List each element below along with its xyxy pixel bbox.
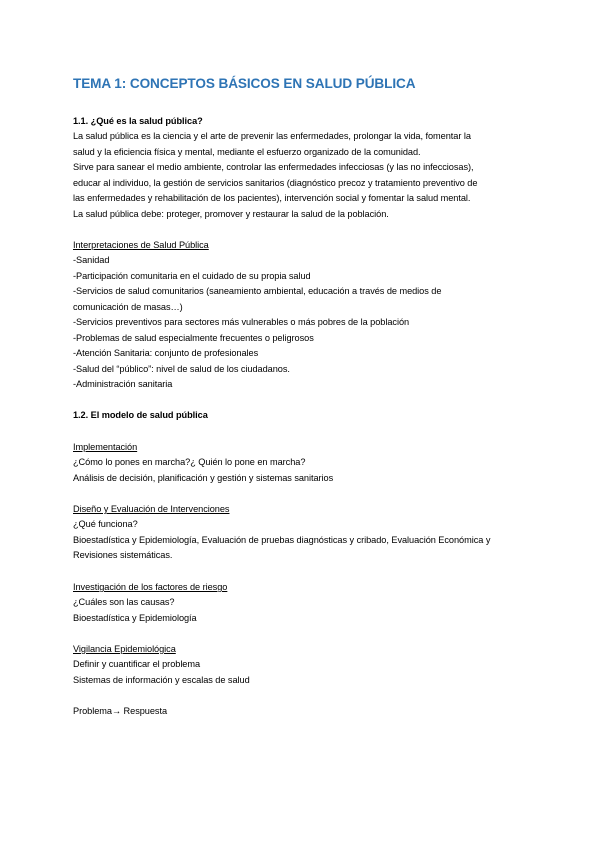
risk-factors-heading: Investigación de los factores de riesgo: [73, 582, 228, 592]
list-item: -Problemas de salud especialmente frecuentes o peligrosos: [73, 333, 314, 343]
list-item: comunicación de masas…): [73, 302, 183, 312]
paragraph-line: ¿Qué funciona?: [73, 519, 138, 529]
problem-response-line: Problema→ Respuesta: [73, 706, 168, 716]
paragraph-line: Revisiones sistemáticas.: [73, 550, 173, 560]
paragraph-line: las enfermedades y rehabilitación de los pacientes), intervención social y fomentar la salud mental.: [73, 193, 471, 203]
paragraph-line: Definir y cuantificar el problema: [73, 659, 201, 669]
paragraph-line: Sistemas de información y escalas de salud: [73, 675, 250, 685]
design-evaluation-heading: Diseño y Evaluación de Intervenciones: [73, 504, 230, 514]
list-item: -Atención Sanitaria: conjunto de profesionales: [73, 348, 259, 358]
section-1-2-heading: 1.2. El modelo de salud pública: [73, 410, 208, 420]
paragraph-line: La salud pública debe: proteger, promover y restaurar la salud de la población.: [73, 209, 389, 219]
list-item: -Participación comunitaria en el cuidado de su propia salud: [73, 271, 311, 281]
paragraph-line: Bioestadística y Epidemiología: [73, 613, 197, 623]
list-item: -Administración sanitaria: [73, 379, 173, 389]
section-1-1-heading: 1.1. ¿Qué es la salud pública?: [73, 116, 203, 126]
paragraph-line: educar al individuo, la gestión de servicios sanitarios (diagnóstico precoz y tratamiento preventivo de: [73, 178, 478, 188]
list-item: -Sanidad: [73, 255, 110, 265]
paragraph-line: Sirve para sanear el medio ambiente, controlar las enfermedades infecciosas (y las no infecciosas),: [73, 162, 474, 172]
paragraph-line: La salud pública es la ciencia y el arte de prevenir las enfermedades, prolongar la vida, fomentar la: [73, 131, 471, 141]
surveillance-heading: Vigilancia Epidemiológica: [73, 644, 176, 654]
interpretations-heading: Interpretaciones de Salud Pública: [73, 240, 209, 250]
list-item: -Servicios de salud comunitarios (saneamiento ambiental, educación a través de medios de: [73, 286, 442, 296]
list-item: -Servicios preventivos para sectores más vulnerables o más pobres de la población: [73, 317, 410, 327]
paragraph-line: ¿Cómo lo pones en marcha?¿ Quién lo pone en marcha?: [73, 457, 306, 467]
paragraph-line: ¿Cuáles son las causas?: [73, 597, 175, 607]
implementation-heading: Implementación: [73, 442, 138, 452]
paragraph-line: Análisis de decisión, planificación y gestión y sistemas sanitarios: [73, 473, 334, 483]
document-title: TEMA 1: CONCEPTOS BÁSICOS EN SALUD PÚBLICA: [73, 76, 416, 91]
paragraph-line: Bioestadística y Epidemiología, Evaluación de pruebas diagnósticas y cribado, Evaluación Económica y: [73, 535, 491, 545]
paragraph-line: salud y la eficiencia física y mental, mediante el esfuerzo organizado de la comunidad.: [73, 147, 421, 157]
list-item: -Salud del “público”: nivel de salud de los ciudadanos.: [73, 364, 290, 374]
